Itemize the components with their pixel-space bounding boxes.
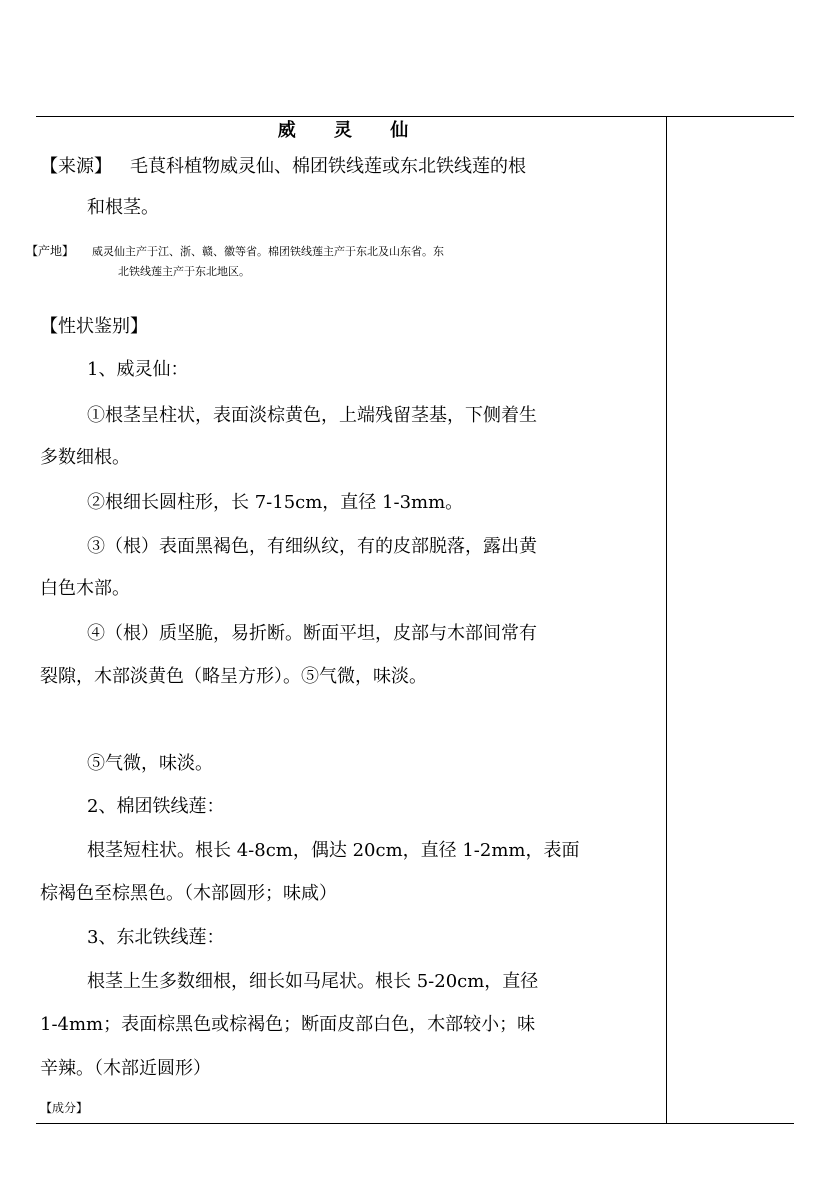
identification-label: 【性状鉴别】 bbox=[40, 316, 148, 337]
item2-line-1: 根茎短柱状。根长 4-8cm，偶达 20cm，直径 1-2mm，表面 bbox=[87, 840, 580, 861]
table-top-border bbox=[36, 116, 794, 117]
origin-text-2: 北铁线莲主产于东北地区。 bbox=[118, 265, 250, 278]
origin-text-1: 威灵仙主产于江、浙、赣、徽等省。棉团铁线莲主产于东北及山东省。东 bbox=[92, 245, 445, 258]
p5-line-1: ⑤气微，味淡。 bbox=[87, 753, 213, 774]
item3-line-2: 1-4mm；表面棕黑色或棕褐色；断面皮部白色，木部较小；味 bbox=[40, 1014, 536, 1035]
p3-line-1: ③（根）表面黑褐色，有细纵纹，有的皮部脱落，露出黄 bbox=[87, 536, 537, 557]
origin-label: 【产地】 bbox=[26, 244, 75, 258]
composition-label: 【成分】 bbox=[40, 1101, 89, 1115]
source-text-2: 和根茎。 bbox=[87, 197, 159, 218]
table-column-divider bbox=[666, 117, 667, 1123]
page-title: 威 灵 仙 bbox=[277, 120, 425, 141]
p2-line-1: ②根细长圆柱形，长 7-15cm，直径 1-3mm。 bbox=[87, 492, 464, 513]
source-text-1: 毛茛科植物威灵仙、棉团铁线莲或东北铁线莲的根 bbox=[130, 156, 526, 177]
p4-line-2: 裂隙，木部淡黄色（略呈方形）。⑤气微，味淡。 bbox=[40, 666, 427, 687]
source-line-1 bbox=[40, 155, 526, 179]
item3-heading: 3、东北铁线莲： bbox=[87, 927, 225, 948]
p4-line-1: ④（根）质坚脆，易折断。断面平坦，皮部与木部间常有 bbox=[87, 623, 537, 644]
p1-line-1: ①根茎呈柱状，表面淡棕黄色，上端残留茎基，下侧着生 bbox=[87, 405, 537, 426]
table-bottom-border bbox=[36, 1123, 794, 1124]
origin-line-1 bbox=[26, 243, 444, 260]
item3-line-3: 辛辣。（木部近圆形） bbox=[40, 1058, 211, 1079]
item1-heading: 1、威灵仙： bbox=[87, 359, 189, 380]
p3-line-2: 白色木部。 bbox=[40, 578, 130, 599]
item3-line-1: 根茎上生多数细根，细长如马尾状。根长 5-20cm，直径 bbox=[87, 971, 539, 992]
source-label: 【来源】 bbox=[40, 156, 112, 177]
p1-line-2: 多数细根。 bbox=[40, 447, 130, 468]
item2-line-2: 棕褐色至棕黑色。（木部圆形；味咸） bbox=[40, 883, 337, 904]
item2-heading: 2、棉团铁线莲： bbox=[87, 796, 225, 817]
